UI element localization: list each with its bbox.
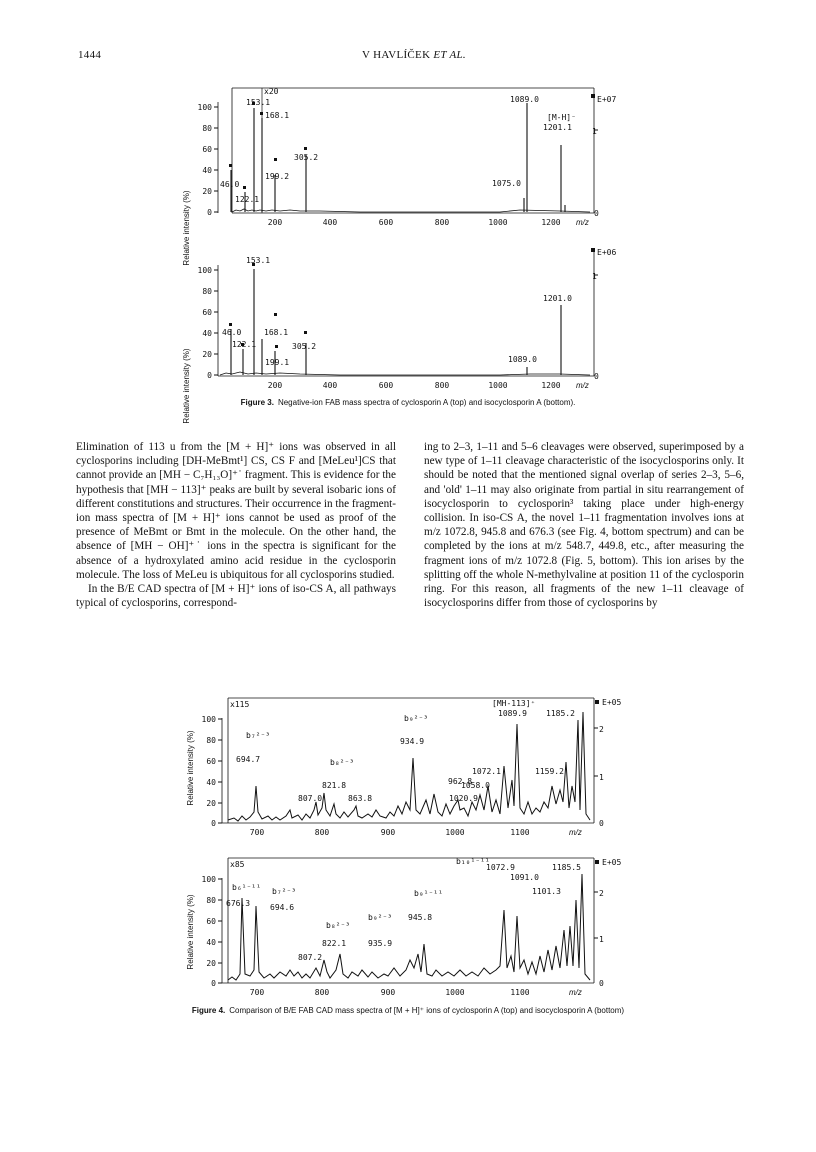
svg-text:E+05: E+05 <box>602 698 622 707</box>
svg-text:b₁₀¹⁻¹¹: b₁₀¹⁻¹¹ <box>456 857 490 866</box>
svg-text:0: 0 <box>207 371 212 380</box>
svg-text:863.8: 863.8 <box>348 794 373 803</box>
svg-text:1100: 1100 <box>510 828 530 837</box>
fig4-top-panel <box>186 698 621 837</box>
fig4-top-xticks <box>250 828 582 837</box>
svg-text:122.1: 122.1 <box>232 340 257 349</box>
svg-text:1089.0: 1089.0 <box>508 355 537 364</box>
svg-text:2: 2 <box>599 725 604 734</box>
svg-text:1000: 1000 <box>445 828 465 837</box>
svg-text:945.8: 945.8 <box>408 913 433 922</box>
running-header <box>78 49 750 67</box>
running-title: V HAVLÍČEK ET AL. <box>362 49 466 61</box>
svg-text:1020.9: 1020.9 <box>449 794 478 803</box>
svg-text:b₇²⁻³: b₇²⁻³ <box>246 731 271 740</box>
paragraph: Elimination of 113 u from the [M + H]⁺ ions was observed in all cyclosporins including [DH-MeBmt¹] CS, CS F and [MeLeu¹]CS that cannot provide an [MH − C₇H₁₃O]⁺˙ fragment. This is evidence for the hypothesis that [MH − 113]⁺ peaks are built by several isobaric ions of different constitutions and structures. Their occurrence in the fragment-ion mass spectra of [M + H]⁺ ions cannot be used as proof of the presence of MeBmt or Bmt in the molecule. On the other hand, the absence of [MH − OH]⁺˙ ions in the spectra is significant for the absence of a hydroxylated amino acid residue in the cyclosporin molecule. The loss of MeLeu is ubiquitous for all cyclosporins studied. <box>76 441 396 581</box>
svg-text:800: 800 <box>314 828 330 837</box>
svg-text:20: 20 <box>206 959 216 968</box>
svg-text:168.1: 168.1 <box>264 328 289 337</box>
svg-text:40: 40 <box>206 778 216 787</box>
svg-text:199.2: 199.2 <box>265 172 290 181</box>
svg-text:900: 900 <box>380 988 396 997</box>
svg-text:1000: 1000 <box>488 218 508 227</box>
svg-text:40: 40 <box>202 329 212 338</box>
svg-text:100: 100 <box>197 266 212 275</box>
svg-text:b₈²⁻³: b₈²⁻³ <box>326 921 351 930</box>
fig3-top-peak-labels <box>220 95 576 204</box>
svg-text:b₈²⁻³: b₈²⁻³ <box>330 758 355 767</box>
svg-text:[MH-113]⁺: [MH-113]⁺ <box>492 699 536 708</box>
svg-text:935.9: 935.9 <box>368 939 393 948</box>
paragraph: In the B/E CAD spectra of [M + H]⁺ ions of iso-CS A, all pathways typical of cyclosporins, correspond- <box>76 583 396 610</box>
svg-text:20: 20 <box>206 799 216 808</box>
svg-text:0: 0 <box>207 208 212 217</box>
svg-text:m/z: m/z <box>576 381 589 390</box>
svg-text:694.7: 694.7 <box>236 755 261 764</box>
figure-3-caption: Figure 3. Negative-ion FAB mass spectra of cyclosporin A (top) and isocyclosporin A (bottom). <box>240 398 576 407</box>
svg-text:1089.9: 1089.9 <box>498 709 527 718</box>
svg-text:1089.0: 1089.0 <box>510 95 539 104</box>
svg-text:E+07: E+07 <box>597 95 617 104</box>
svg-text:E+05: E+05 <box>602 858 622 867</box>
svg-text:Relative intensity (%): Relative intensity (%) <box>186 730 195 806</box>
svg-text:40: 40 <box>206 938 216 947</box>
svg-text:1075.0: 1075.0 <box>492 179 521 188</box>
svg-text:1072.1: 1072.1 <box>472 767 501 776</box>
svg-text:m/z: m/z <box>569 828 582 837</box>
svg-text:122.1: 122.1 <box>235 195 260 204</box>
svg-text:2: 2 <box>599 889 604 898</box>
svg-text:1159.2: 1159.2 <box>535 767 564 776</box>
svg-text:400: 400 <box>322 218 338 227</box>
fig4-bottom-panel <box>186 857 621 997</box>
svg-text:0: 0 <box>211 979 216 988</box>
svg-text:934.9: 934.9 <box>400 737 425 746</box>
svg-text:b₉²⁻³: b₉²⁻³ <box>404 714 429 723</box>
svg-text:305.2: 305.2 <box>292 342 317 351</box>
svg-text:676.3: 676.3 <box>226 899 251 908</box>
svg-text:821.8: 821.8 <box>322 781 347 790</box>
svg-text:153.1: 153.1 <box>246 256 271 265</box>
svg-text:0: 0 <box>599 979 604 988</box>
svg-text:400: 400 <box>322 381 338 390</box>
fig4-top-yticks <box>202 715 222 828</box>
svg-text:1185.5: 1185.5 <box>552 863 581 872</box>
svg-text:168.1: 168.1 <box>265 111 290 120</box>
svg-text:m/z: m/z <box>569 988 582 997</box>
svg-text:800: 800 <box>314 988 330 997</box>
svg-text:1200: 1200 <box>541 381 561 390</box>
svg-text:822.1: 822.1 <box>322 939 347 948</box>
svg-text:694.6: 694.6 <box>270 903 295 912</box>
fig3-bottom-peak-labels <box>222 256 572 367</box>
svg-text:1201.0: 1201.0 <box>543 294 572 303</box>
svg-text:x85: x85 <box>230 860 245 869</box>
svg-text:b₆¹⁻¹¹: b₆¹⁻¹¹ <box>232 883 261 892</box>
svg-text:1200: 1200 <box>541 218 561 227</box>
svg-text:1185.2: 1185.2 <box>546 709 575 718</box>
svg-text:153.1: 153.1 <box>246 98 271 107</box>
svg-text:b₉²⁻³: b₉²⁻³ <box>368 913 393 922</box>
svg-text:1000: 1000 <box>445 988 465 997</box>
svg-text:80: 80 <box>206 896 216 905</box>
svg-text:100: 100 <box>197 103 212 112</box>
fig3-bottom-yticks <box>198 266 218 380</box>
page-number: 1444 <box>78 49 102 61</box>
svg-text:60: 60 <box>206 757 216 766</box>
svg-text:46.0: 46.0 <box>222 328 242 337</box>
svg-text:0: 0 <box>599 819 604 828</box>
svg-text:1: 1 <box>599 935 604 944</box>
svg-text:962.8: 962.8 <box>448 777 473 786</box>
svg-text:m/z: m/z <box>576 218 589 227</box>
svg-text:80: 80 <box>202 287 212 296</box>
fig3-top-panel <box>182 87 616 266</box>
fig4-top-peak-labels <box>236 699 575 803</box>
body-column-right <box>424 440 744 610</box>
svg-text:b₉¹⁻¹¹: b₉¹⁻¹¹ <box>414 889 443 898</box>
svg-text:100: 100 <box>201 715 216 724</box>
svg-text:100: 100 <box>201 875 216 884</box>
svg-text:807.0: 807.0 <box>298 794 323 803</box>
figure-4 <box>0 690 816 1010</box>
svg-text:800: 800 <box>434 218 450 227</box>
svg-text:800: 800 <box>434 381 450 390</box>
svg-text:20: 20 <box>202 187 212 196</box>
svg-text:200: 200 <box>267 381 283 390</box>
svg-text:200: 200 <box>267 218 283 227</box>
fig4-bottom-yticks <box>202 875 222 988</box>
svg-text:80: 80 <box>206 736 216 745</box>
svg-text:1100: 1100 <box>510 988 530 997</box>
svg-text:0: 0 <box>594 372 599 381</box>
svg-text:1058.0: 1058.0 <box>461 781 490 790</box>
fig4-bottom-peak-labels <box>226 857 581 962</box>
svg-text:1091.0: 1091.0 <box>510 873 539 882</box>
svg-text:60: 60 <box>202 145 212 154</box>
svg-text:46.0: 46.0 <box>220 180 240 189</box>
svg-text:700: 700 <box>249 988 265 997</box>
svg-text:600: 600 <box>378 218 394 227</box>
svg-text:x20: x20 <box>264 87 279 96</box>
svg-text:700: 700 <box>249 828 265 837</box>
fig3-bottom-ylabel: Relative intensity (%) <box>182 348 191 424</box>
svg-text:E+06: E+06 <box>597 248 617 257</box>
svg-text:[M-H]⁻: [M-H]⁻ <box>547 113 576 122</box>
svg-text:807.2: 807.2 <box>298 953 323 962</box>
svg-text:x115: x115 <box>230 700 250 709</box>
svg-text:60: 60 <box>202 308 212 317</box>
svg-text:1: 1 <box>592 127 597 136</box>
svg-text:600: 600 <box>378 381 394 390</box>
fig3-bottom-xticks <box>268 381 589 390</box>
svg-text:1201.1: 1201.1 <box>543 123 572 132</box>
svg-text:1: 1 <box>592 272 597 281</box>
svg-text:0: 0 <box>594 209 599 218</box>
svg-text:0: 0 <box>211 819 216 828</box>
fig3-top-xticks <box>268 218 589 227</box>
fig4-bottom-xticks <box>250 988 582 997</box>
svg-text:40: 40 <box>202 166 212 175</box>
svg-text:60: 60 <box>206 917 216 926</box>
figure-4-caption: Figure 4. Comparison of B/E FAB CAD mass spectra of [M + H]⁺ ions of cyclosporin A (top) and isocyclosporin A (bottom) <box>191 1006 625 1015</box>
svg-text:1: 1 <box>599 773 604 782</box>
svg-text:20: 20 <box>202 350 212 359</box>
svg-text:900: 900 <box>380 828 396 837</box>
fig3-top-yticks <box>198 103 218 217</box>
paragraph: ing to 2–3, 1–11 and 5–6 cleavages were observed, superimposed by a new type of 1–11 cleavage characteristic of the isocyclosporins only. It should be noted that the mentioned signal overlap of series 2–3, 5–6, and 'old' 1–11 may also originate from partial in situ rearrangement of isocyclosporin to cyclosporin³ taking place under high-energy collision. In iso-CS A, the novel 1–11 fragmentation involves ions at m/z 1072.8, 945.8 and 676.3 (see Fig. 4, bottom spectrum) and can be completed by the ions at m/z 548.7, 449.8, etc., after measuring the fragment ions of m/z 1072.8 (Fig. 5, bottom). This ion arises by the splitting off the whole N-methylvaline at position 11 of the cyclosporin ring. For this reason, all fragments of the new 1–11 cleavage of isocyclosporins differ from those of cyclosporins by <box>424 441 744 610</box>
svg-text:b₇²⁻³: b₇²⁻³ <box>272 887 297 896</box>
svg-text:1000: 1000 <box>488 381 508 390</box>
body-column-left <box>76 440 396 610</box>
fig3-top-ylabel: Relative intensity (%) <box>182 190 191 266</box>
svg-text:199.1: 199.1 <box>265 358 290 367</box>
svg-text:80: 80 <box>202 124 212 133</box>
svg-text:1101.3: 1101.3 <box>532 887 561 896</box>
svg-text:305.2: 305.2 <box>294 153 319 162</box>
svg-text:Relative intensity (%): Relative intensity (%) <box>186 894 195 970</box>
svg-text:1072.9: 1072.9 <box>486 863 515 872</box>
